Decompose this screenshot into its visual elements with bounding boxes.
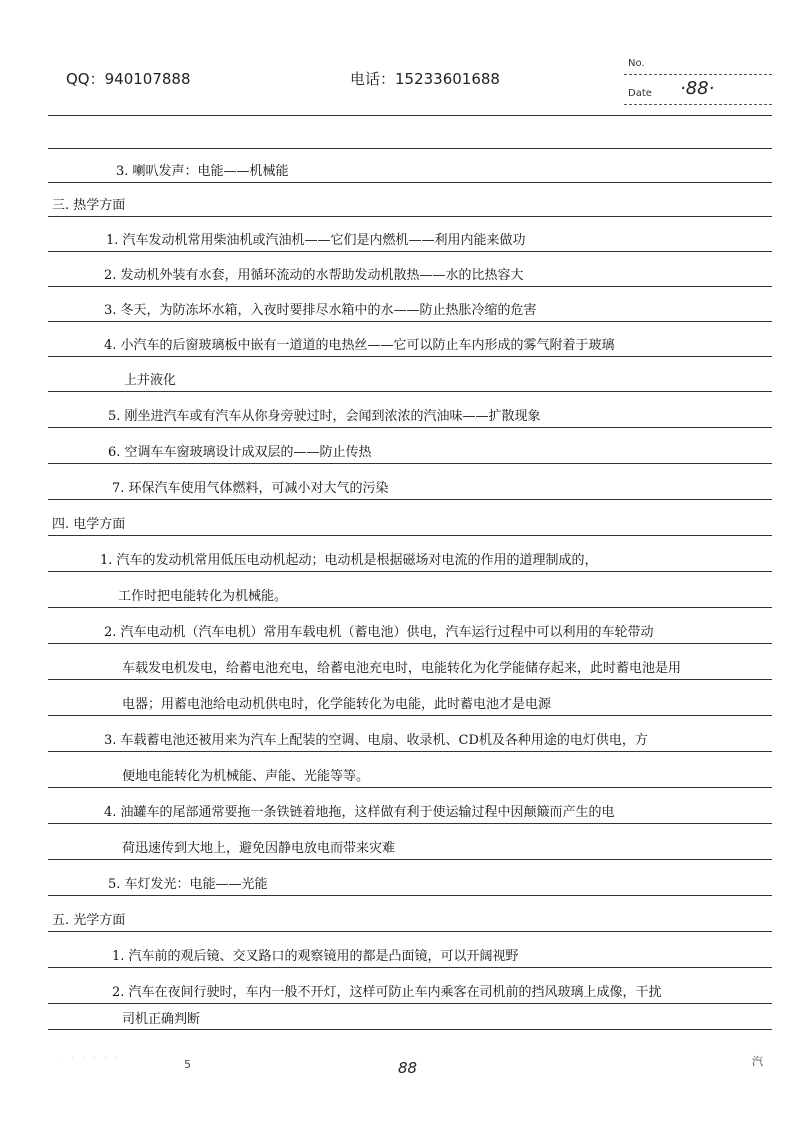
date-label: Date	[628, 88, 652, 99]
ruled-line	[48, 715, 772, 716]
ruled-line	[48, 571, 772, 572]
date-dashed-line	[624, 104, 772, 105]
ruled-line	[48, 895, 772, 896]
no-dashed-line	[624, 74, 772, 75]
ruled-line	[48, 115, 772, 116]
ruled-line	[48, 1029, 772, 1030]
note-line: 2. 发动机外装有水套，用循环流动的水帮助发动机散热——水的比热容大	[104, 268, 524, 283]
ruled-line	[48, 823, 772, 824]
ruled-line	[48, 1003, 772, 1004]
note-line: 5. 车灯发光：电能——光能	[108, 877, 268, 892]
note-line: 5. 刚坐进汽车或有汽车从你身旁驶过时，会闻到浓浓的汽油味——扩散现象	[108, 409, 541, 424]
ruled-line	[48, 463, 772, 464]
note-line: 1. 汽车的发动机常用低压电动机起动；电动机是根据磁场对电流的作用的道理制成的，	[100, 553, 598, 568]
ruled-line	[48, 286, 772, 287]
ruled-line	[48, 859, 772, 860]
ruled-line	[48, 535, 772, 536]
ruled-line	[48, 967, 772, 968]
ruled-line	[48, 356, 772, 357]
ruled-line	[48, 931, 772, 932]
note-line: 电器；用蓄电池给电动机供电时，化学能转化为电能，此时蓄电池才是电源	[122, 697, 552, 712]
section-heading: 五. 光学方面	[52, 913, 126, 928]
ruled-line	[48, 643, 772, 644]
note-line: 2. 汽车电动机（汽车电机）常用车载电机（蓄电池）供电，汽车运行过程中可以利用的车轮带动	[104, 625, 654, 640]
ruled-line	[48, 321, 772, 322]
note-line: 1. 汽车发动机常用柴油机或汽油机——它们是内燃机——利用内能来做功	[106, 233, 526, 248]
note-line: 4. 小汽车的后窗玻璃板中嵌有一道道的电热丝——它可以防止车内形成的雾气附着于玻璃	[104, 338, 615, 353]
note-line: 7. 环保汽车使用气体燃料，可减小对大气的污染	[112, 481, 389, 496]
note-line: 车载发电机发电，给蓄电池充电，给蓄电池充电时，电能转化为化学能储存起来，此时蓄电池是用	[122, 661, 682, 676]
footer-right-mark: 汽	[752, 1055, 763, 1068]
ruled-line	[48, 251, 772, 252]
qq-number: QQ：940107888	[66, 70, 191, 88]
note-line: 司机正确判断	[122, 1012, 201, 1027]
ruled-line	[48, 216, 772, 217]
note-line: 荷迅速传到大地上，避免因静电放电而带来灾难	[122, 841, 396, 856]
ruled-line	[48, 679, 772, 680]
page-number: 88	[398, 1059, 418, 1077]
note-line: 3. 冬天，为防冻坏水箱，入夜时要排尽水箱中的水——防止热胀冷缩的危害	[104, 303, 537, 318]
footer-left-mark: 5	[184, 1058, 191, 1071]
note-line: 6. 空调车车窗玻璃设计成双层的——防止传热	[108, 445, 372, 460]
note-line: 4. 油罐车的尾部通常要拖一条铁链着地拖，这样做有利于使运输过程中因颠簸而产生的电	[104, 805, 615, 820]
note-line: 1. 汽车前的观后镜、交叉路口的观察镜用的都是凸面镜，可以开阔视野	[112, 949, 519, 964]
ruled-line	[48, 391, 772, 392]
ruled-line	[48, 787, 772, 788]
ruled-line	[48, 499, 772, 500]
note-line: 2. 汽车在夜间行驶时，车内一般不开灯，这样可防止车内乘客在司机前的挡风玻璃上成像，干扰	[112, 985, 662, 1000]
note-line: 3. 喇叭发声：电能——机械能	[116, 164, 289, 179]
ruled-line	[48, 427, 772, 428]
ruled-line	[48, 751, 772, 752]
scan-noise: · · · · · ·	[60, 1054, 121, 1063]
ruled-line	[48, 148, 772, 149]
section-heading: 三. 热学方面	[52, 198, 126, 213]
phone-number: 电话：15233601688	[350, 70, 500, 88]
note-line: 便地电能转化为机械能、声能、光能等等。	[122, 769, 370, 784]
note-line: 上并液化	[124, 373, 177, 388]
note-line: 3. 车载蓄电池还被用来为汽车上配装的空调、电扇、收录机、CD机及各种用途的电灯供电，方	[104, 733, 648, 748]
date-value: ·88·	[680, 78, 715, 99]
no-label: No.	[628, 58, 645, 69]
section-heading: 四. 电学方面	[52, 517, 126, 532]
ruled-line	[48, 607, 772, 608]
note-line: 工作时把电能转化为机械能。	[118, 589, 288, 604]
ruled-line	[48, 182, 772, 183]
